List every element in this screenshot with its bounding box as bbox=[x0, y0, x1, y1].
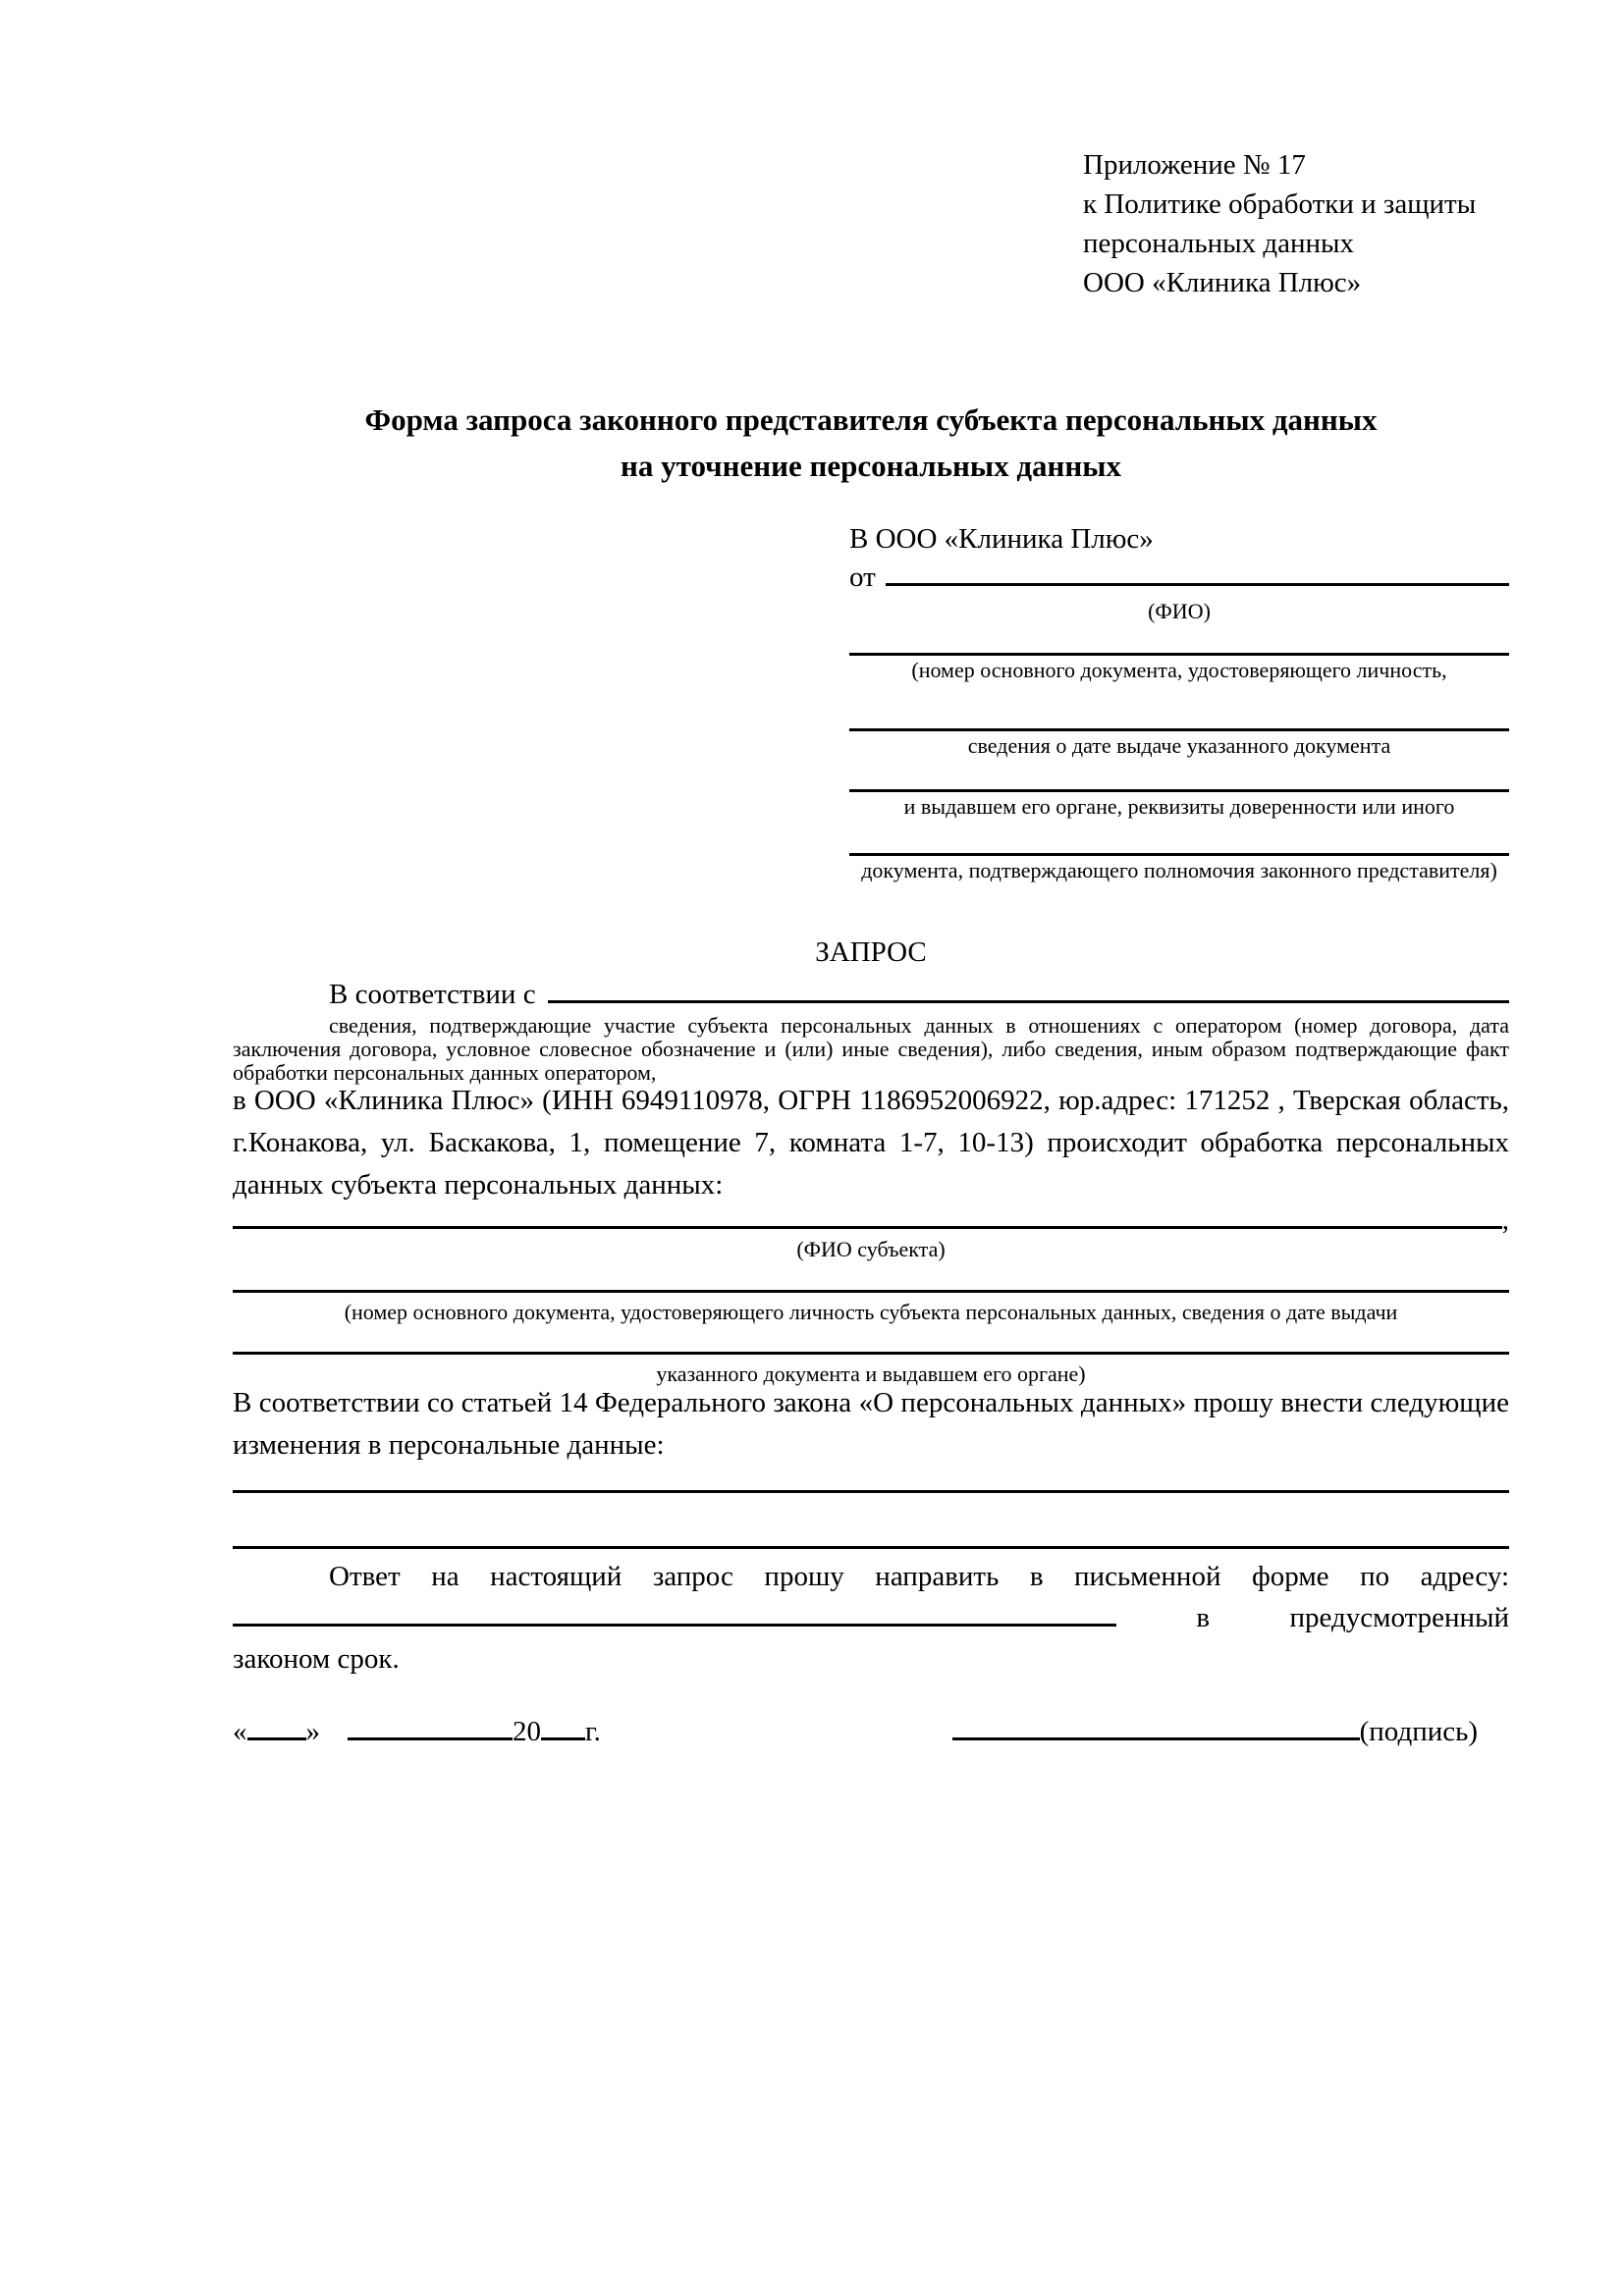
date-quote-close: » bbox=[305, 1716, 320, 1747]
representative-fio-fill-line bbox=[886, 583, 1509, 586]
answer-line-3: законом срок. bbox=[233, 1643, 400, 1675]
document-title-line-1: Форма запроса законного представителя субъекта персональных данных bbox=[364, 402, 1378, 437]
subject-doc-fill-line-1 bbox=[233, 1290, 1509, 1293]
representative-doc-caption-2: сведения о дате выдаче указанного документа bbox=[967, 733, 1391, 758]
operator-paragraph: в ООО «Клиника Плюс» (ИНН 6949110978, ОГРН 1186952006922, юр.адрес: 171252 , Тверская область, г.Конакова, ул. Баскакова, 1, помещение 7, комната 1-7, 10-13) происходит обработка персональных данных субъекта персональных данных: bbox=[233, 1085, 1509, 1201]
subject-fio-line-suffix: , bbox=[1501, 1204, 1509, 1236]
legal-basis-fill-line bbox=[548, 1000, 1509, 1003]
representative-doc-field-4 bbox=[849, 822, 1509, 885]
representative-doc-fill-line-2 bbox=[849, 685, 1509, 731]
subject-doc-fill-line-2 bbox=[233, 1352, 1509, 1355]
answer-address-fill-line bbox=[233, 1624, 1116, 1627]
addressee-organization: В ООО «Клиника Плюс» bbox=[849, 523, 1154, 555]
representative-doc-fill-line-4 bbox=[849, 822, 1509, 856]
article-14-paragraph: В соответствии со статьей 14 Федерального закона «О персональных данных» прошу внести следующие изменения в персональные данные: bbox=[233, 1387, 1509, 1461]
representative-doc-field-2 bbox=[849, 685, 1509, 761]
intro-label: В соответствии с bbox=[329, 979, 536, 1010]
representative-doc-fill-line-1 bbox=[849, 626, 1509, 656]
request-heading: ЗАПРОС bbox=[815, 936, 927, 968]
fio-caption: (ФИО) bbox=[1148, 599, 1211, 623]
date-year-fill-line bbox=[541, 1737, 585, 1740]
answer-line-1: Ответ на настоящий запрос прошу направить в письменной форме по адресу: bbox=[329, 1561, 1509, 1592]
representative-doc-field-1 bbox=[849, 626, 1509, 685]
representative-doc-caption-1: (номер основного документа, удостоверяющего личность, bbox=[911, 658, 1447, 682]
appendix-header bbox=[1083, 145, 1476, 302]
subject-doc-caption-2: указанного документа и выдавшем его органе) bbox=[656, 1362, 1086, 1386]
appendix-header-line-1: Приложение № 17 bbox=[1083, 149, 1306, 181]
intro-row bbox=[233, 975, 1509, 1014]
appendix-header-line-2: к Политике обработки и защиты bbox=[1083, 188, 1477, 220]
date-group bbox=[233, 1711, 601, 1752]
appendix-header-line-3: персональных данных bbox=[1083, 228, 1355, 259]
intro-footnote: сведения, подтверждающие участие субъекта персональных данных в отношениях с оператором (номер договора, дата заключения договора, условное словесное обозначение и (или) иные сведения), либо сведения, иным образом подтверждающие факт обработки персональных данных оператором, bbox=[233, 1013, 1509, 1085]
representative-doc-fill-line-3 bbox=[849, 761, 1509, 792]
representative-doc-field-3 bbox=[849, 761, 1509, 822]
date-day-fill-line bbox=[247, 1737, 306, 1740]
from-row bbox=[849, 558, 1509, 597]
changes-fill-line-2 bbox=[233, 1546, 1509, 1549]
changes-fill-line-1 bbox=[233, 1490, 1509, 1493]
answer-paragraph bbox=[233, 1556, 1509, 1680]
answer-line-2 bbox=[233, 1597, 1509, 1638]
date-quote-open: « bbox=[233, 1716, 247, 1747]
from-label: от bbox=[849, 561, 876, 593]
subject-fio-caption: (ФИО субъекта) bbox=[796, 1237, 946, 1261]
appendix-header-line-4: ООО «Клиника Плюс» bbox=[1083, 267, 1362, 298]
date-year: 20 bbox=[513, 1716, 541, 1747]
representative-doc-caption-4: документа, подтверждающего полномочия законного представителя) bbox=[861, 858, 1497, 882]
signature-caption: (подпись) bbox=[1359, 1716, 1478, 1747]
signature-fill-line bbox=[952, 1737, 1360, 1740]
date-year-suffix: г. bbox=[585, 1716, 601, 1747]
date-signature-row bbox=[233, 1711, 1509, 1752]
answer-line-2-word-1: в bbox=[1196, 1602, 1211, 1633]
document-title bbox=[233, 397, 1509, 489]
date-month-fill-line bbox=[348, 1737, 513, 1740]
addressee-block bbox=[849, 520, 1509, 885]
answer-line-2-word-2: предусмотренный bbox=[1289, 1602, 1509, 1633]
subject-doc-caption-1: (номер основного документа, удостоверяющего личность субъекта персональных данных, сведения о дате выдачи bbox=[344, 1300, 1398, 1324]
subject-fio-fill-line bbox=[233, 1226, 1502, 1229]
representative-doc-caption-3: и выдавшем его органе, реквизиты доверенности или иного bbox=[903, 794, 1455, 819]
signature-group bbox=[952, 1711, 1478, 1752]
document-title-line-2: на уточнение персональных данных bbox=[621, 449, 1121, 483]
